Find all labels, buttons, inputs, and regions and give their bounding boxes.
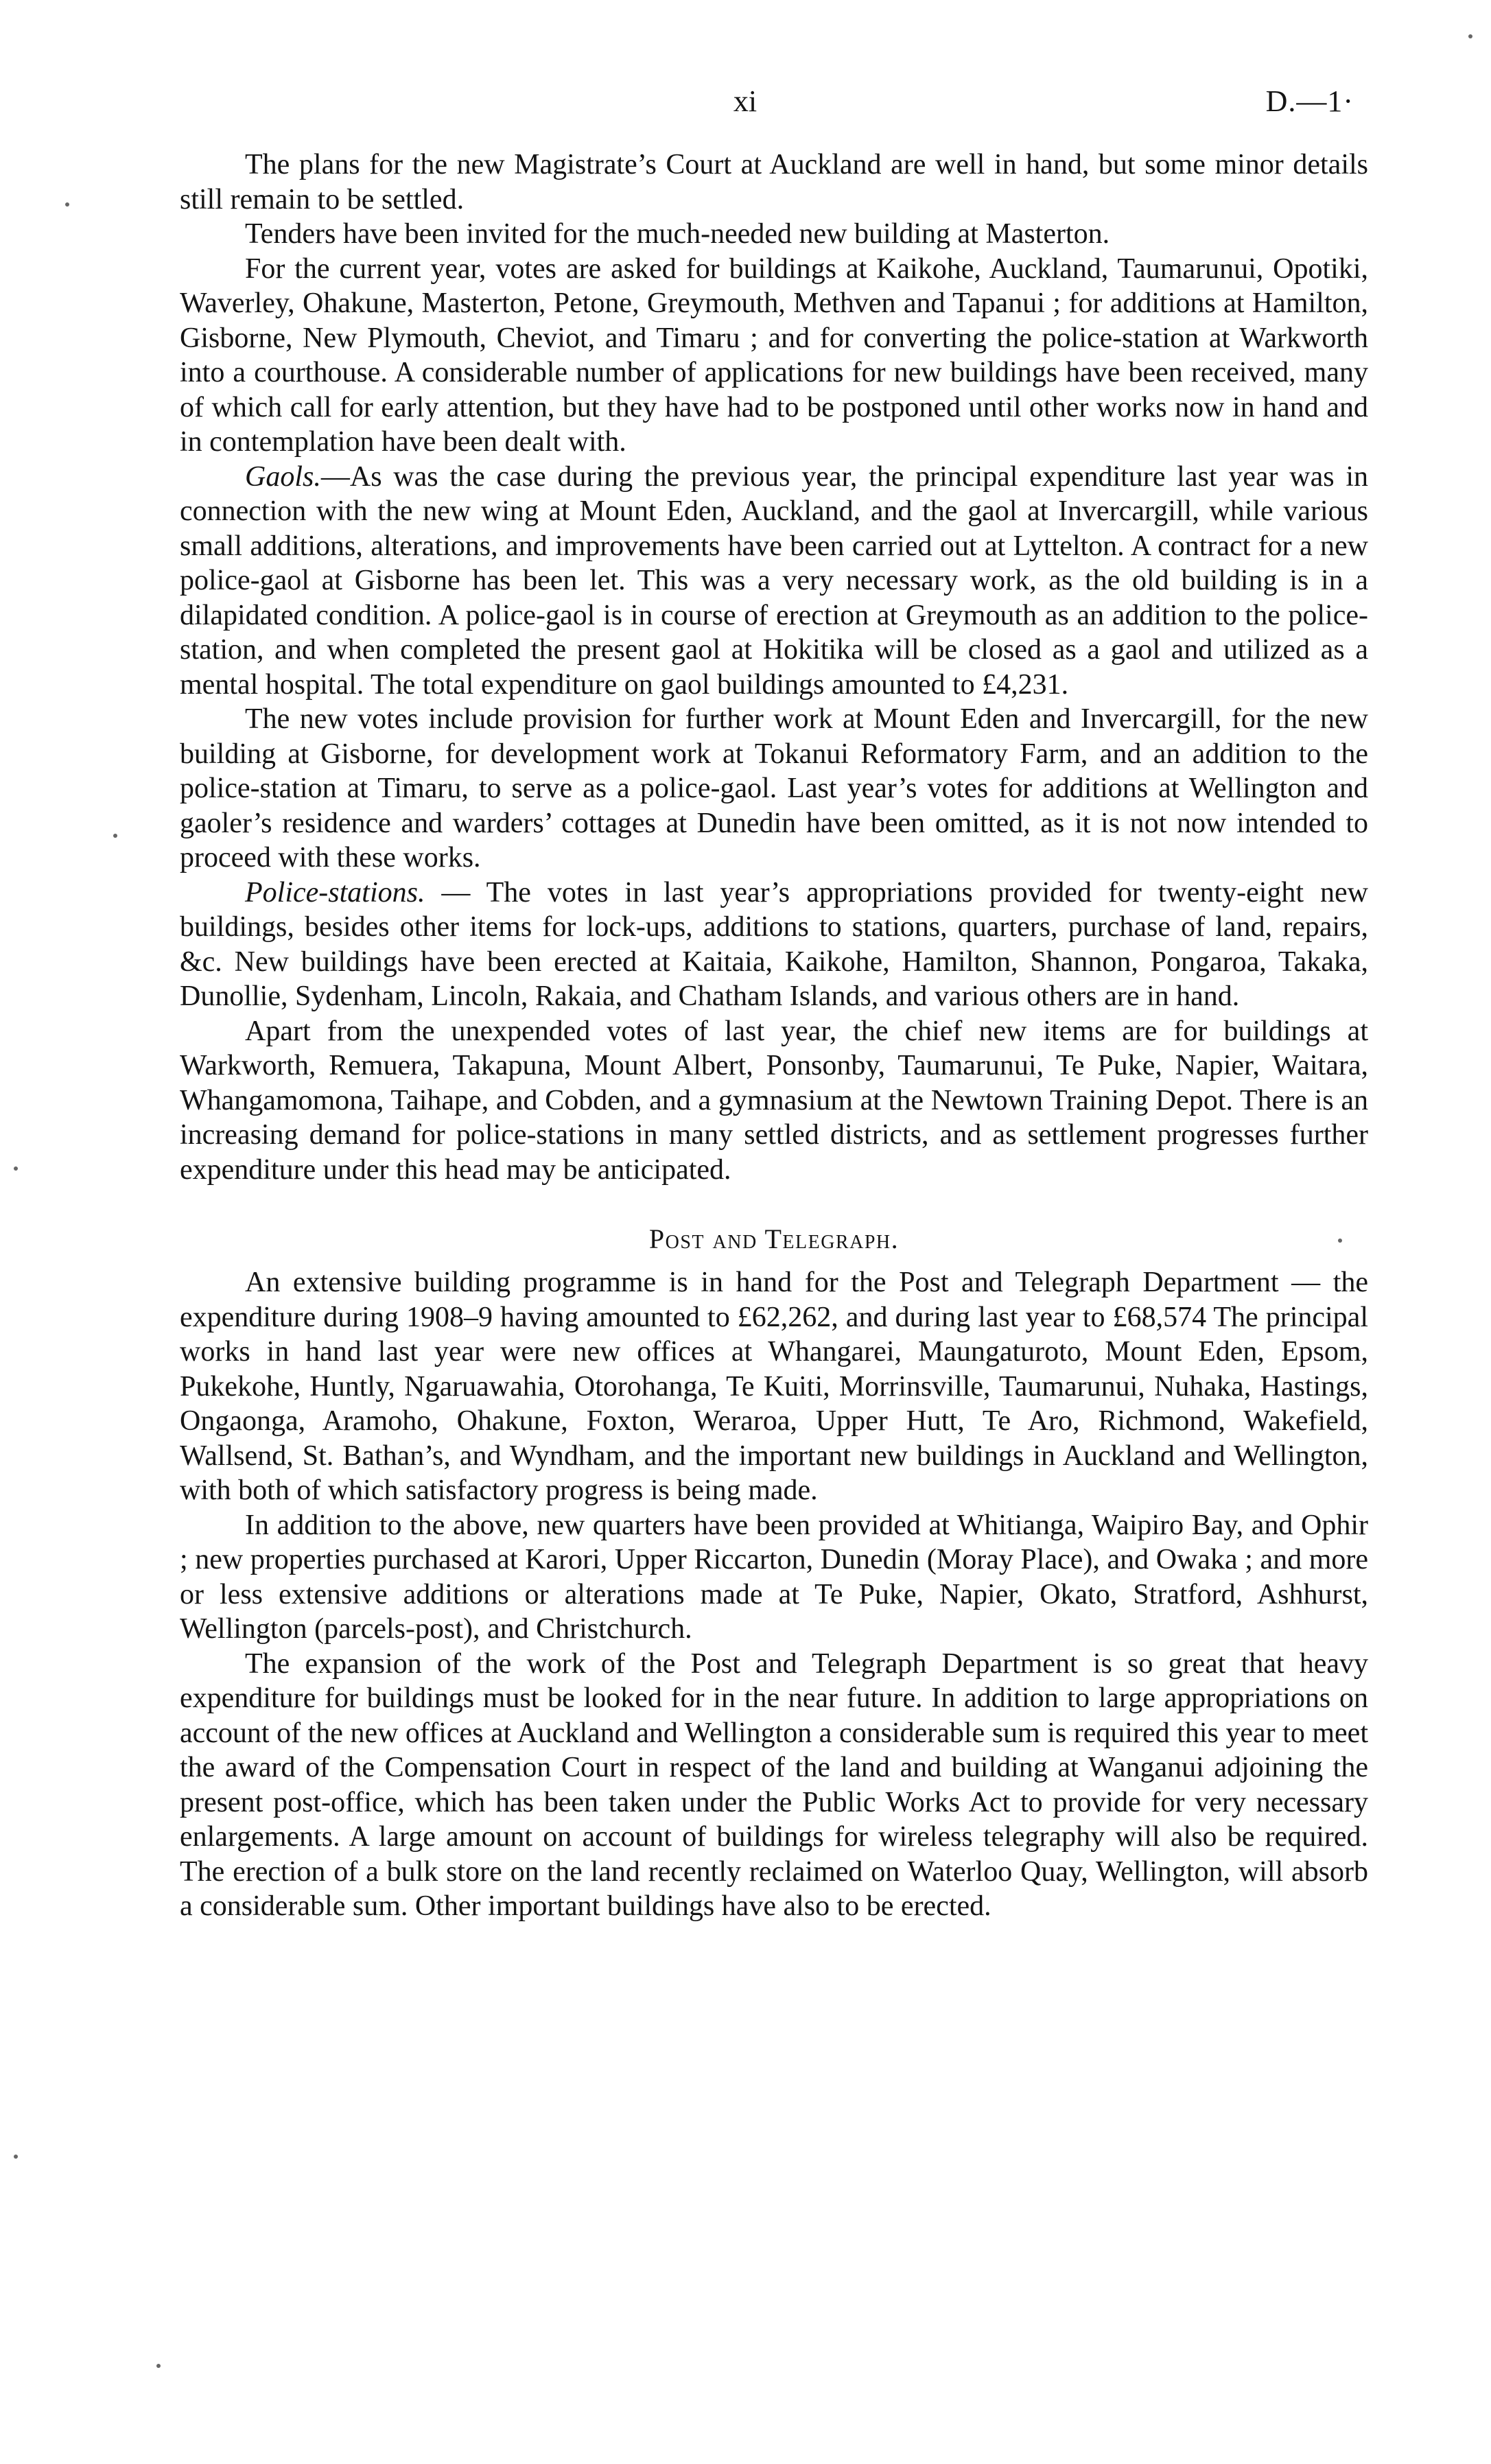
scan-speck [1338,1239,1342,1243]
paragraph-text: Tenders have been invited for the much-needed new building at Masterton. [245,218,1110,250]
page-header [0,81,1491,122]
paragraph-text: — The votes in last year’s appropriations provided for twenty-eight new buildings, besides other items for lock-ups, additions to stations, quarters, purchase of land, repairs, &c. New buildings have been erected at Kaitaia, Kaikohe, Hamilton, Shannon, Pongaroa, Takaka, Dunollie, Sydenham, Lincoln, Rakaia, and Chatham Islands, and various others are in hand. [180,876,1368,1012]
paragraph-police-stations [180,876,1368,1014]
scan-speck [156,2364,161,2368]
scan-speck [65,202,69,207]
paragraph-unexpended-votes [180,1014,1368,1188]
section-heading-post-telegraph: Post and Telegraph. [648,1223,900,1254]
document-reference: D.—1· [1265,84,1354,118]
scan-speck [1468,34,1472,38]
paragraph-new-quarters [180,1508,1368,1647]
paragraph-text: The new votes include provision for further work at Mount Eden and Invercargill, for the new building at Gisborne, for development work at Tokanui Reformatory Farm, and an addition to the police-station at Timaru, to serve as a police-gaol. Last year’s votes for additions at Wellington and gaoler’s residence and warders’ cottages at Dunedin have been omitted, as it is not now intended to proceed with these works. [180,703,1368,873]
paragraph-masterton-tenders [180,217,1368,252]
paragraph-gaols [180,460,1368,703]
paragraph-text: The expansion of the work of the Post and Telegraph Department is so great that heavy expenditure for buildings must be looked for in the near future. In addition to large appropriations on account of the new offices at Auckland and Wellington a considerable sum is required this year to meet the award of the Compensation Court in respect of the land and building at Wanganui adjoining the present post-office, which has been taken under the Public Works Act to provide for very necessary enlargements. A large amount on account of buildings for wireless telegraphy will also be required. The erection of a bulk store on the land recently reclaimed on Waterloo Quay, Wellington, will absorb a considerable sum. Other important buildings have also to be erected. [180,1647,1368,1922]
page-number: xi [733,84,758,118]
scan-speck [14,1166,18,1171]
paragraph-lead-police-stations: Police-stations. [245,876,425,908]
paragraph-text: In addition to the above, new quarters have been provided at Whitianga, Waipiro Bay, and Ophir ; new properties purchased at Karori, Upper Riccarton, Dunedin (Moray Place), and Owaka ; and more or less extensive additions or alterations made at Te Puke, Napier, Okato, Stratford, Ashhurst, Wellington (parcels-post), and Christchurch. [180,1509,1368,1645]
paragraph-new-gaol-votes [180,702,1368,876]
paragraph-text: The plans for the new Magistrate’s Court at Auckland are well in hand, but some minor details still remain to be settled. [180,149,1368,215]
paragraph-current-year-votes [180,252,1368,460]
paragraph-text: An extensive building programme is in hand for the Post and Telegraph Department — the expenditure during 1908–9 having amounted to £62,262, and during last year to £68,574 The principal works in hand last year were new offices at Whangarei, Maungaturoto, Mount Eden, Epsom, Pukekohe, Huntly, Ngaruawahia, Otorohanga, Te Kuiti, Morrinsville, Taumarunui, Nuhaka, Hastings, Ongaonga, Aramoho, Ohakune, Foxton, Weraroa, Upper Hutt, Te Aro, Richmond, Wakefield, Wallsend, St. Bathan’s, and Wyndham, and the important new buildings in Auckland and Wellington, with both of which satisfactory progress is being made. [180,1267,1368,1506]
paragraph-text: —As was the case during the previous year, the principal expenditure last year was in connection with the new wing at Mount Eden, Auckland, and the gaol at Invercargill, while various small additions, alterations, and improvements have been carried out at Lyttelton. A contract for a new police-gaol at Gisborne has been let. This was a very necessary work, as the old building is in a dilapidated condition. A police-gaol is in course of erection at Greymouth as an addition to the police-station, and when completed the present gaol at Hokitika will be closed as a gaol and utilized as a mental hospital. The total expenditure on gaol buildings amounted to £4,231. [180,460,1368,701]
scan-speck [113,834,117,838]
paragraph-expansion [180,1647,1368,1924]
body-text [180,148,1368,1924]
scan-speck [14,2155,18,2159]
paragraph-lead-gaols: Gaols. [245,460,321,493]
paragraph-text: For the current year, votes are asked for buildings at Kaikohe, Auckland, Taumarunui, Opotiki, Waverley, Ohakune, Masterton, Petone, Greymouth, Methven and Tapanui ; for additions at Hamilton, Gisborne, New Plymouth, Cheviot, and Timaru ; and for converting the police-station at Warkworth into a courthouse. A considerable number of applications for new buildings have been received, many of which call for early attention, but they have had to be postponed until other works now in hand and in contemplation have been dealt with. [180,253,1368,458]
paragraph-text: Apart from the unexpended votes of last year, the chief new items are for buildings at Warkworth, Remuera, Takapuna, Mount Albert, Ponsonby, Taumarunui, Te Puke, Napier, Waitara, Whangamomona, Taihape, and Cobden, and a gymnasium at the Newtown Training Depot. There is an increasing demand for police-stations in many settled districts, and as settlement progresses further expenditure under this head may be anticipated. [180,1015,1368,1186]
paragraph-magistrates-court [180,148,1368,217]
paragraph-building-programme [180,1265,1368,1508]
